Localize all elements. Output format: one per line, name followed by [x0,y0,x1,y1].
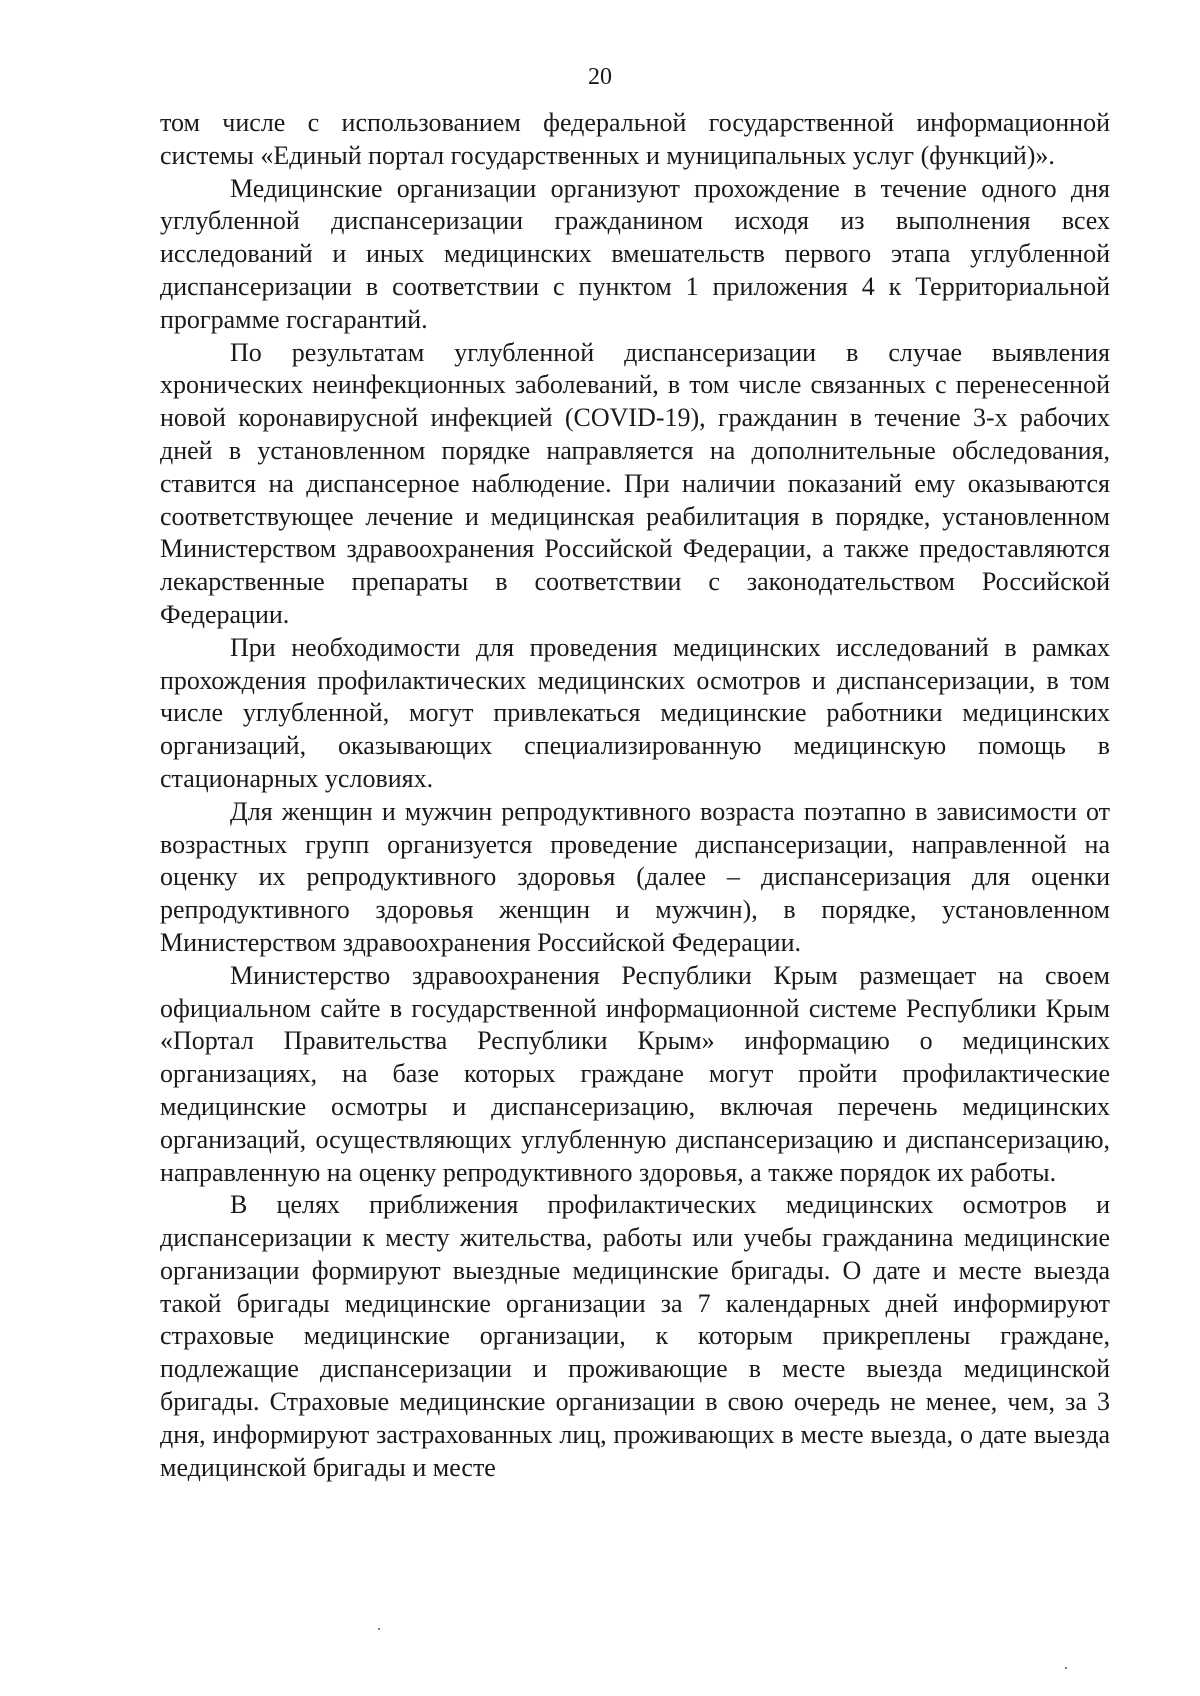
scan-speck [1065,1667,1067,1669]
paragraph-ministry-website: Министерство здравоохранения Республики Крым размещает на своем официальном сайте в государственной информационной системе Республики Крым «Портал Правительства Республики Крым» информацию о медицинских организациях, на базе которых граждане могут пройти профилактические медицинские осмотры и диспансеризацию, включая перечень медицинских организаций, осуществляющих углубленную диспансеризацию и диспансеризацию, направленную на оценку репродуктивного здоровья, а также порядок их работы. [160,960,1110,1187]
document-body [160,107,1110,1484]
page-number: 20 [588,64,612,90]
scan-speck [378,1628,380,1630]
paragraph-reproductive-health: Для женщин и мужчин репродуктивного возраста поэтапно в зависимости от возрастных групп организуется проведение диспансеризации, направленной на оценку их репродуктивного здоровья (далее – диспансеризация для оценки репродуктивного здоровья женщин и мужчин), в порядке, установленном Министерством здравоохранения Российской Федерации. [160,796,1110,957]
paragraph-screening-results: По результатам углубленной диспансеризации в случае выявления хронических неинфекционных заболеваний, в том числе связанных с перенесенной новой коронавирусной инфекцией (COVID-19), гражданин в течение 3-х рабочих дней в установленном порядке направляется на дополнительные обследования, ставится на диспансерное наблюдение. При наличии показаний ему оказываются соответствующее лечение и медицинская реабилитация в порядке, установленном Министерством здравоохранения Российской Федерации, а также предоставляются лекарственные препараты в соответствии с законодательством Российской Федерации. [160,337,1110,629]
paragraph-mobile-teams: В целях приближения профилактических медицинских осмотров и диспансеризации к месту жительства, работы или учебы гражданина медицинские организации формируют выездные медицинские бригады. О дате и месте выезда такой бригады медицинские организации за 7 календарных дней информируют страховые медицинские организации, к которым прикреплены граждане, подлежащие диспансеризации и проживающие в месте выезда медицинской бригады. Страховые медицинские организации в свою очередь не менее, чем, за 3 дня, информируют застрахованных лиц, проживающих в месте выезда, о дате выезда медицинской бригады и месте [160,1190,1110,1482]
paragraph-specialist-involvement: При необходимости для проведения медицинских исследований в рамках прохождения профилактических медицинских осмотров и диспансеризации, в том числе углубленной, могут привлекаться медицинские работники медицинских организаций, оказывающих специализированную медицинскую помощь в стационарных условиях. [160,632,1110,793]
paragraph-continuation: том числе с использованием федеральной государственной информационной системы «Единый портал государственных и муниципальных услуг (функций)». [160,108,1110,170]
paragraph-deep-screening-one-day: Медицинские организации организуют прохождение в течение одного дня углубленной диспансеризации гражданином исходя из выполнения всех исследований и иных медицинских вмешательств первого этапа углубленной диспансеризации в соответствии с пунктом 1 приложения 4 к Территориальной программе госгарантий. [160,173,1110,334]
